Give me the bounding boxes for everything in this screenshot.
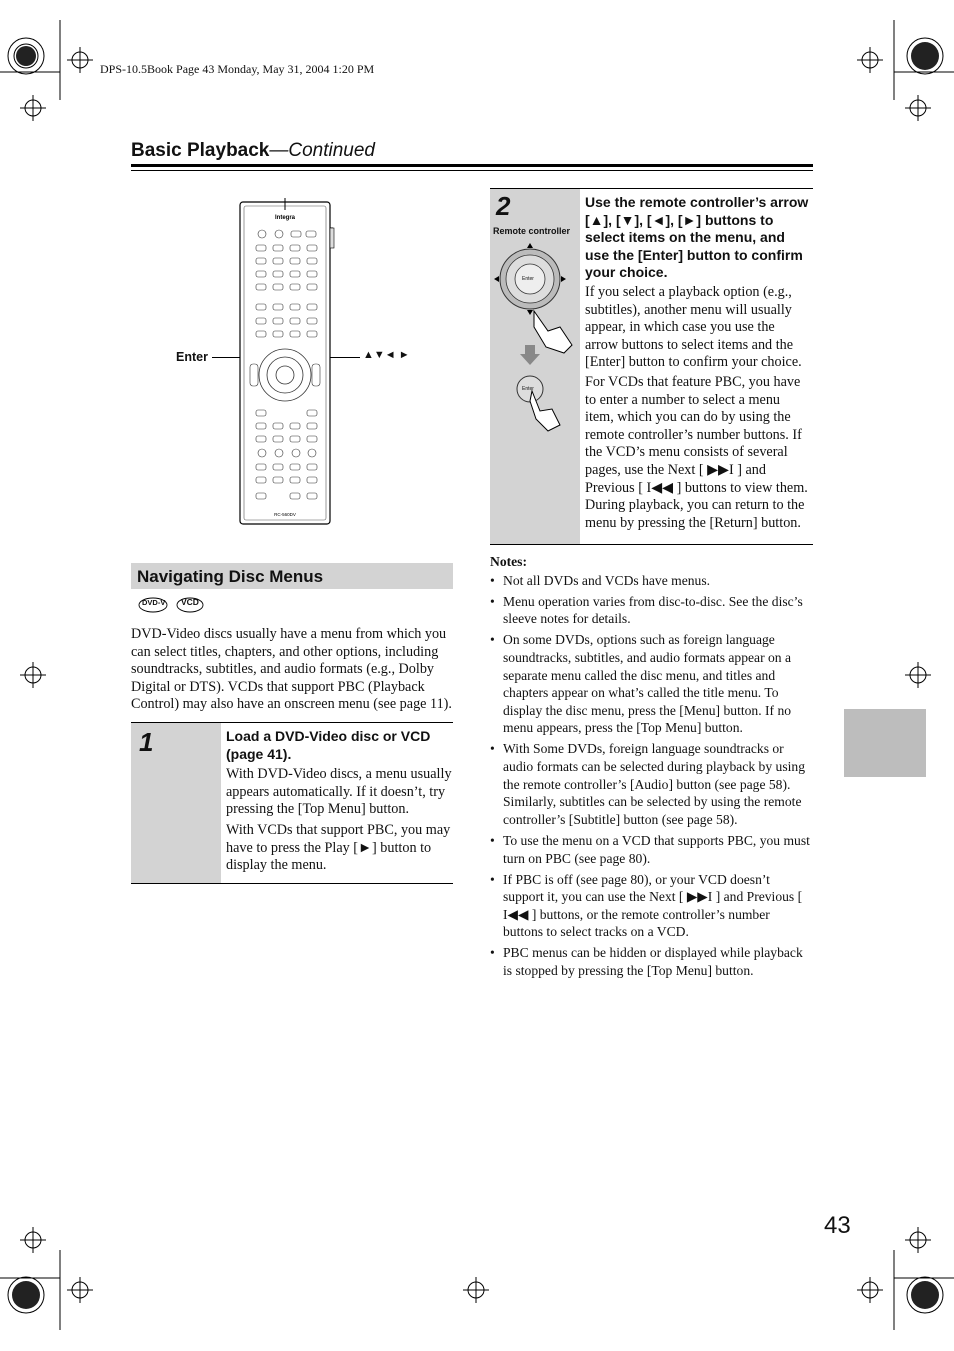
dvd-video-badge: DVD-V: [142, 598, 166, 607]
note-item: • With Some DVDs, foreign language soundtracks or audio formats can be selected during playback by using the remote controller’s [Audio] button (see page 58). Similarly, subtitles can be selected by using the remote controller’s [Subtitle] button (see page 58).: [490, 740, 813, 828]
nav-heading: Navigating Disc Menus: [131, 563, 453, 589]
step-2-box: [490, 188, 813, 545]
notes-section: [490, 553, 813, 983]
note-item: • If PBC is off (see page 80), or your VCD doesn’t support it, you can use the Next [ ▶▶I ] and Previous [ I◀◀ ] buttons, or the remote controller’s number buttons to select tracks on a VCD.: [490, 871, 813, 941]
note-item: • On some DVDs, options such as foreign language soundtracks, subtitles, and audio formats appear on a separate menu called the disc menu, and titles and chapters appear on what’s called the title menu. To display the disc menu, press the [Menu] button. If no menu appears, press the [Top Menu] button.: [490, 631, 813, 737]
nav-intro-paragraph: DVD-Video discs usually have a menu from which you can select titles, chapters, and other options, including soundtracks, subtitles, and audio formats (e.g., Dolby Digital or DTS). VCDs that support PBC (Playback Control) may also have an onscreen menu (see page 11).: [131, 626, 452, 713]
note-item: • PBC menus can be hidden or displayed while playback is stopped by pressing the [Top Menu] button.: [490, 944, 813, 979]
enter-label: Enter: [176, 350, 208, 364]
vcd-badge: VCD: [181, 597, 199, 607]
step-2-number-cell: [490, 189, 580, 544]
chapter-tab: [844, 709, 926, 777]
notes-list: [490, 572, 813, 980]
step-2-heading: Use the remote controller’s arrow [▲], [▼], [◄], [►] buttons to select items on the menu, and use the [Enter] button to confirm your choice.: [585, 194, 809, 281]
disc-type-badges: [138, 596, 218, 621]
title-rule-thick: [131, 164, 813, 167]
step-1-content: [226, 728, 452, 875]
step-1-box: [131, 722, 453, 884]
title-rule-thin: [131, 170, 813, 171]
remote-model: RC-560DV: [274, 512, 296, 517]
remote-controller-label: Remote controller: [493, 226, 571, 236]
step-2-para-2: For VCDs that feature PBC, you have to enter a number to select a menu item, which you can do by using the remote controller’s number buttons. If the VCD’s menu consists of several pages, use the Next [ ▶▶I ] and Previous [ I◀◀ ] buttons to view them. During playback, you can return to the menu by pressing the [Return] button.: [585, 373, 808, 531]
notes-title: Notes:: [490, 554, 527, 569]
step-2-number: 2: [496, 191, 511, 221]
note-item: • Not all DVDs and VCDs have menus.: [490, 572, 813, 590]
remote-controller-illustration: [236, 198, 338, 528]
section-title: [131, 140, 375, 162]
arrow-buttons-label: ▲▼◄ ►: [363, 349, 410, 361]
section-title-continued: —Continued: [269, 140, 375, 161]
enter-button-text-bottom: Enter: [522, 386, 534, 392]
note-item: • Menu operation varies from disc-to-disc. See the disc’s sleeve notes for details.: [490, 593, 813, 628]
step-2-content: [585, 194, 811, 532]
step-1-heading: Load a DVD-Video disc or VCD (page 41).: [226, 728, 431, 762]
section-title-bold: Basic Playback: [131, 140, 270, 161]
step-1-para-1: With DVD-Video discs, a menu usually appears automatically. If it doesn’t, try pressing the [Top Menu] button.: [226, 766, 452, 818]
step-1-number: 1: [139, 727, 154, 757]
arrow-enter-illustration: [490, 241, 580, 441]
enter-button-text-top: Enter: [522, 276, 534, 282]
step-1-para-2: With VCDs that support PBC, you may have to press the Play [►] button to display the menu.: [226, 821, 451, 874]
step-2-para-1: If you select a playback option (e.g., subtitles), another menu will usually appear, in which case you use the arrow buttons to select items and the [Enter] button to confirm your choice.: [585, 283, 802, 371]
remote-brand: Integra: [274, 215, 296, 221]
page-number: 43: [824, 1212, 851, 1239]
note-item: • To use the menu on a VCD that supports PBC, you must turn on PBC (see page 80).: [490, 832, 813, 867]
step-1-number-cell: [131, 723, 221, 883]
file-info-line: DPS-10.5Book Page 43 Monday, May 31, 2004 1:20 PM: [100, 62, 375, 76]
